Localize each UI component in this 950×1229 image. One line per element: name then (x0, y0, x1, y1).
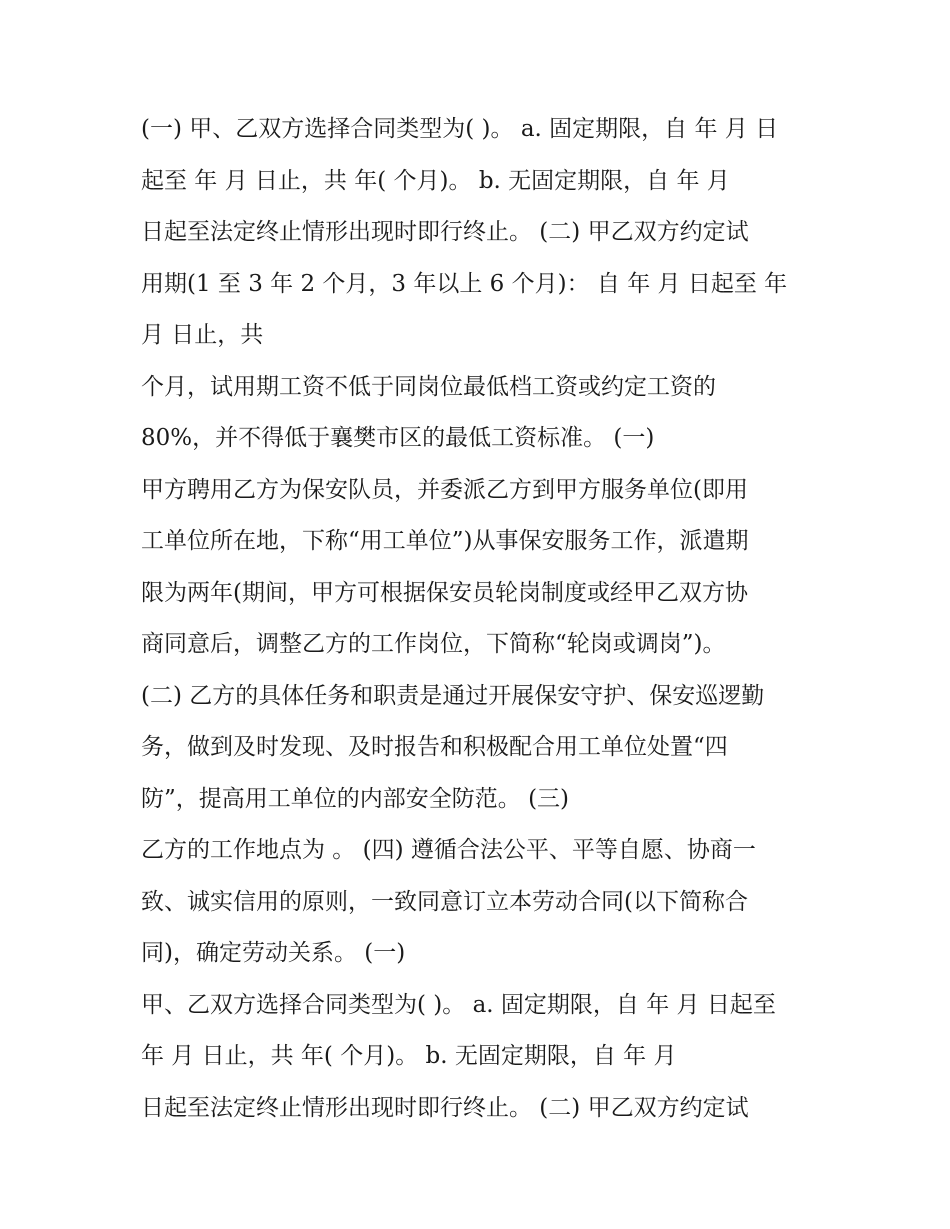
text-line: 用期(1 至 3 年 2 个月，3 年以上 6 个月)： 自 年 月 日起至 年 (141, 270, 788, 297)
text-line: 同)，确定劳动关系。 (一) (141, 940, 406, 966)
text-line: 工单位所在地，下称“用工单位”)从事保安服务工作，派遣期 (141, 528, 749, 554)
contract-text-body (141, 106, 821, 1136)
text-line: 甲方聘用乙方为保安队员，并委派乙方到甲方服务单位(即用 (141, 476, 748, 503)
text-line: 80%，并不得低于襄樊市区的最低工资标准。 (一) (141, 425, 655, 451)
text-line: 限为两年(期间，甲方可根据保安员轮岗制度或经甲乙双方协 (141, 579, 748, 606)
text-line: 个月，试用期工资不低于同岗位最低档工资或约定工资的 (141, 373, 716, 400)
text-line: 务，做到及时发现、及时报告和积极配合用工单位处置“四 (141, 734, 728, 760)
text-line: 致、诚实信用的原则，一致同意订立本劳动合同(以下简称合 (141, 888, 748, 915)
text-line: 月 日止，共 (141, 322, 264, 348)
text-line: 商同意后，调整乙方的工作岗位，下简称“轮岗或调岗”)。 (141, 631, 726, 657)
text-line: 日起至法定终止情形出现时即行终止。 (二) 甲乙双方约定试 (141, 219, 749, 245)
text-line: 甲、乙双方选择合同类型为( )。 a. 固定期限，自 年 月 日起至 (141, 991, 776, 1018)
text-line: 起至 年 月 日止，共 年( 个月)。 b. 无固定期限，自 年 月 (141, 167, 730, 194)
text-line: 日起至法定终止情形出现时即行终止。 (二) 甲乙双方约定试 (141, 1094, 749, 1121)
text-line: (二) 乙方的具体任务和职责是通过开展保安守护、保安巡逻勤 (141, 682, 765, 709)
text-line: (一) 甲、乙双方选择合同类型为( )。 a. 固定期限，自 年 月 日 (141, 116, 779, 142)
text-line: 年 月 日止，共 年( 个月)。 b. 无固定期限，自 年 月 (141, 1043, 677, 1069)
text-line: 防”，提高用工单位的内部安全防范。 (三) (141, 785, 570, 812)
text-line: 乙方的工作地点为 。 (四) 遵循合法公平、平等自愿、协商一 (141, 837, 756, 863)
